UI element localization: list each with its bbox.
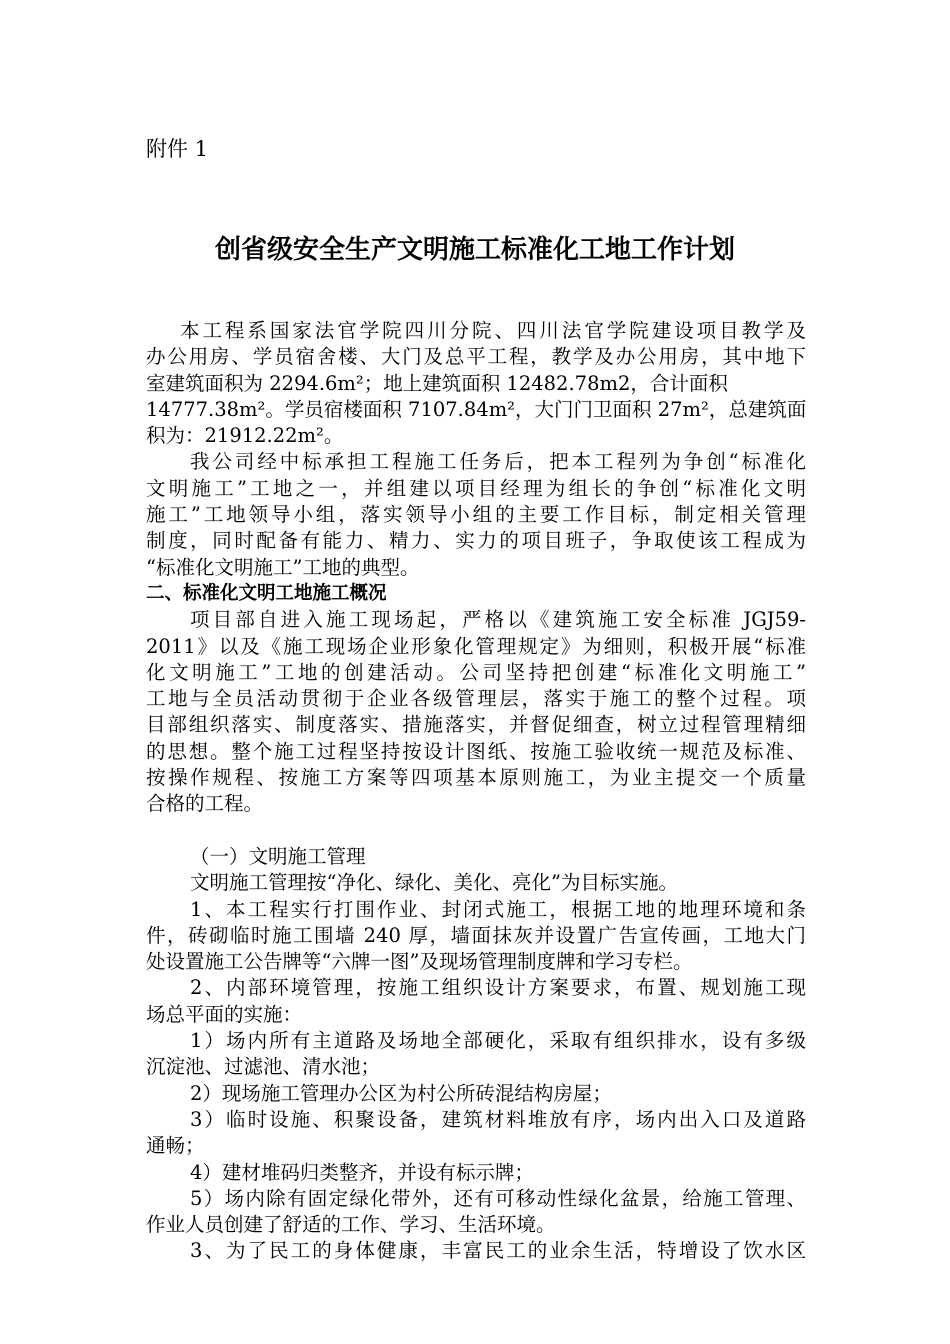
- paragraph-line: 积为：21912.22m²。: [146, 424, 344, 448]
- paragraph-line: 2、内部环境管理，按施工组织设计方案要求，布置、规划施工现: [190, 976, 806, 1000]
- list-item: 1）场内所有主道路及场地全部硬化，采取有组织排水，设有多级: [190, 1029, 806, 1053]
- document-body: [146, 318, 806, 1265]
- subsection-heading: （一）文明施工管理: [190, 844, 366, 868]
- paragraph-line: 文明施工管理按“净化、绿化、美化、亮化”为目标实施。: [190, 871, 678, 895]
- paragraph-line: 的思想。整个施工过程坚持按设计图纸、按施工验收统一规范及标准、: [146, 739, 806, 763]
- paragraph-line: 件，砖砌临时施工围墙 240 厚，墙面抹灰并设置广告宣传画，工地大门: [146, 923, 806, 947]
- list-item: 3）临时设施、积聚设备，建筑材料堆放有序，场内出入口及道路: [190, 1107, 806, 1131]
- paragraph-line: 场总平面的实施：: [146, 1002, 303, 1026]
- paragraph-line: 1、本工程实行打围作业、封闭式施工，根据工地的地理环境和条: [190, 897, 806, 921]
- paragraph-line: 施工”工地领导小组，落实领导小组的主要工作目标，制定相关管理: [146, 503, 806, 527]
- paragraph-line: 合格的工程。: [146, 792, 264, 816]
- paragraph-line: 办公用房、学员宿舍楼、大门及总平工程，教学及办公用房，其中地下: [146, 345, 806, 369]
- document-title: 创省级安全生产文明施工标准化工地工作计划: [214, 235, 735, 265]
- attachment-label: 附件 1: [146, 137, 209, 161]
- list-item: 2）现场施工管理办公区为村公所砖混结构房屋；: [190, 1081, 612, 1105]
- paragraph-line: 室建筑面积为 2294.6m²；地上建筑面积 12482.78m2，合计面积: [146, 371, 728, 395]
- section-heading: 二、标准化文明工地施工概况: [146, 582, 387, 604]
- paragraph-line: 14777.38m²。学员宿楼面积 7107.84m²，大门门卫面积 27m²，总建筑面: [146, 397, 807, 421]
- paragraph-line: 工地与全员活动贯彻于企业各级管理层，落实于施工的整个过程。项: [146, 687, 806, 711]
- paragraph-line: 3、为了民工的身体健康，丰富民工的业余生活，特增设了饮水区: [190, 1239, 806, 1263]
- list-item-continuation: 沉淀池、过滤池、清水池；: [146, 1055, 381, 1079]
- paragraph-line: 2011》以及《施工现场企业形象化管理规定》为细则，积极开展“标准: [146, 634, 806, 658]
- list-item: 4）建材堆码归类整齐，并设有标示牌；: [190, 1160, 534, 1184]
- paragraph-line: 我公司经中标承担工程施工任务后，把本工程列为争创“标准化: [190, 450, 806, 474]
- list-item-continuation: 通畅；: [146, 1134, 205, 1158]
- list-item-continuation: 作业人员创建了舒适的工作、学习、生活环境。: [146, 1213, 556, 1237]
- paragraph-line: 处设置施工公告牌等“六牌一图”及现场管理制度牌和学习专栏。: [146, 950, 693, 974]
- paragraph-line: 目部组织落实、制度落实、措施落实，并督促细查，树立过程管理精细: [146, 713, 806, 737]
- paragraph-line: 本工程系国家法官学院四川分院、四川法官学院建设项目教学及: [180, 319, 806, 342]
- paragraph-line: 项目部自进入施工现场起，严格以《建筑施工安全标准 JGJ59-: [190, 608, 806, 632]
- paragraph-line: 按操作规程、按施工方案等四项基本原则施工，为业主提交一个质量: [146, 766, 806, 790]
- paragraph-line: 文明施工”工地之一，并组建以项目经理为组长的争创“标准化文明: [146, 476, 806, 500]
- blank-line: [146, 818, 806, 844]
- paragraph-line: 制度，同时配备有能力、精力、实力的项目班子，争取使该工程成为: [146, 529, 806, 553]
- paragraph-line: 化文明施工”工地的创建活动。公司坚持把创建“标准化文明施工”: [146, 660, 806, 684]
- paragraph-line: “标准化文明施工”工地的典型。: [146, 555, 420, 579]
- list-item: 5）场内除有固定绿化带外，还有可移动性绿化盆景，给施工管理、: [190, 1186, 806, 1210]
